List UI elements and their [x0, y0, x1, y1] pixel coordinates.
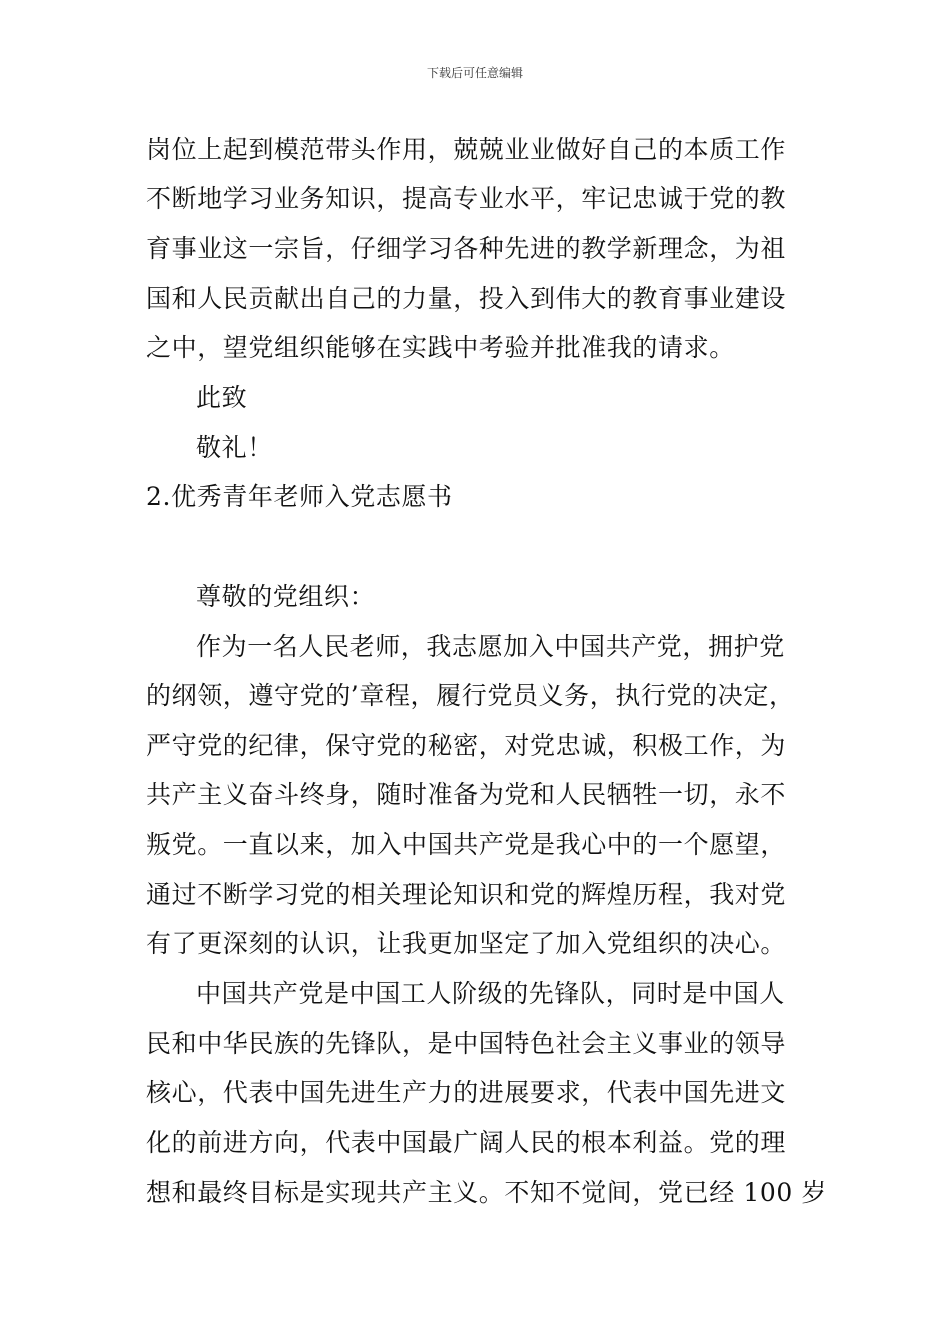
paragraph-line: 中国共产党是中国工人阶级的先锋队，同时是中国人: [196, 979, 785, 1008]
paragraph-line: 的纲领，遵守党的’章程，履行党员义务，执行党的决定，: [146, 681, 795, 710]
body-line: 育事业这一宗旨，仔细学习各种先进的教学新理念，为祖: [146, 234, 787, 263]
paragraph-line: 想和最终目标是实现共产主义。不知不觉间，党已经 100 岁: [146, 1178, 828, 1207]
paragraph-line: 叛党。一直以来，加入中国共产党是我心中的一个愿望，: [146, 830, 787, 859]
closing-regards: 敬礼！: [196, 433, 273, 462]
paragraph-line: 严守党的纪律，保守党的秘密，对党忠诚，积极工作，为: [146, 731, 787, 760]
paragraph-line: 核心，代表中国先进生产力的进展要求，代表中国先进文: [146, 1078, 787, 1107]
body-line: 国和人民贡献出自己的力量，投入到伟大的教育事业建设: [146, 284, 787, 313]
body-line: 不断地学习业务知识，提高专业水平，牢记忠诚于党的教: [146, 184, 787, 213]
closing-salutation: 此致: [196, 383, 248, 412]
paragraph-line: 作为一名人民老师，我志愿加入中国共产党，拥护党: [196, 632, 785, 661]
body-line: 之中，望党组织能够在实践中考验并批准我的请求。: [146, 333, 735, 362]
salutation: 尊敬的党组织：: [196, 582, 376, 611]
paragraph-line: 民和中华民族的先锋队，是中国特色社会主义事业的领导: [146, 1029, 787, 1058]
section-title: 2.优秀青年老师入党志愿书: [146, 482, 453, 511]
paragraph-line: 共产主义奋斗终身，随时准备为党和人民牺牲一切，永不: [146, 780, 787, 809]
body-line: 岗位上起到模范带头作用，兢兢业业做好自己的本质工作: [146, 135, 787, 164]
paragraph-line: 化的前进方向，代表中国最广阔人民的根本利益。党的理: [146, 1128, 787, 1157]
paragraph-line: 通过不断学习党的相关理论知识和党的辉煌历程，我对党: [146, 880, 787, 909]
paragraph-line: 有了更深刻的认识，让我更加坚定了加入党组织的决心。: [146, 929, 787, 958]
page-header: 下载后可任意编辑: [426, 66, 523, 80]
